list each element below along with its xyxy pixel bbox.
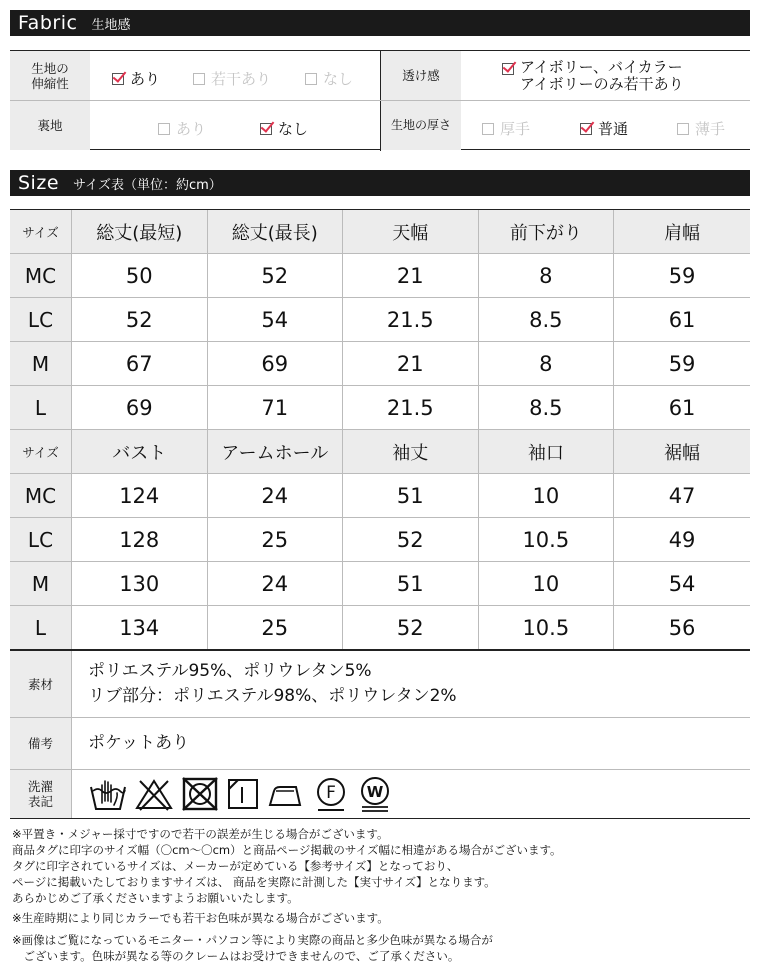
size-header-cell: 裾幅 <box>614 430 750 473</box>
material-line1: ポリエステル95%、ポリウレタン5% <box>88 661 372 681</box>
fabric-title: Fabric <box>18 12 78 34</box>
size-row <box>10 254 750 298</box>
size-value-cell: 49 <box>668 527 696 552</box>
wash-label-line2: 表記 <box>27 794 53 809</box>
size-value-cell: 67 <box>72 342 208 385</box>
size-value-cell: 10 <box>479 562 615 605</box>
svg-text:W: W <box>366 783 384 801</box>
svg-text:F: F <box>326 783 336 803</box>
size-value-cell: 69 <box>208 342 344 385</box>
size-value-cell: 8.5 <box>479 386 615 429</box>
hand-wash-icon <box>88 775 128 813</box>
fabric-row <box>10 51 750 101</box>
stretch-label-line2: 伸縮性 <box>31 75 69 91</box>
option-label: あり <box>130 70 161 88</box>
option-label: なし <box>278 120 309 138</box>
footnote-line: ございます。色味が異なる等のクレームはお受けできませんので、ご了承ください。 <box>12 949 460 963</box>
size-header-cell: 総丈(最短) <box>72 210 208 253</box>
size-value-cell: 8 <box>479 342 615 385</box>
footnote-line: ※画像はご覧になっているモニター・パソコン等により実際の商品と多少色味が異なる場合が <box>12 933 493 947</box>
sheer-text <box>520 59 684 93</box>
size-value-cell: 8.5 <box>479 298 615 341</box>
stretch-option-slight <box>193 68 271 89</box>
fabric-table <box>10 50 750 150</box>
size-header-row <box>10 430 750 474</box>
option-label: なし <box>323 70 354 88</box>
lining-label: 裏地 <box>10 101 90 150</box>
size-row <box>10 298 750 342</box>
remarks-value: ポケットあり <box>88 733 190 753</box>
remarks-label: 備考 <box>10 718 72 769</box>
size-value-cell: 134 <box>72 606 208 649</box>
size-value-cell: 51 <box>343 562 479 605</box>
stretch-label-line1: 生地の <box>31 60 69 76</box>
size-header-cell: 総丈(最長) <box>208 210 344 253</box>
fabric-row <box>10 101 750 151</box>
size-value-cell: 61 <box>668 395 696 420</box>
size-header-cell: 前下がり <box>479 210 615 253</box>
checkbox-empty-icon <box>305 73 317 85</box>
sheer-line1: アイボリー、バイカラー <box>520 58 683 76</box>
checkbox-empty-icon <box>677 123 689 135</box>
wash-label-line1: 洗濯 <box>27 779 53 794</box>
size-label-cell: LC <box>10 518 72 561</box>
size-value-cell: 71 <box>208 386 344 429</box>
checkbox-checked-icon <box>502 63 514 75</box>
size-row <box>10 606 750 650</box>
material-label: 素材 <box>10 651 72 717</box>
size-value-cell: 24 <box>208 562 344 605</box>
checkbox-checked-icon <box>112 73 124 85</box>
size-value-cell: 21.5 <box>343 386 479 429</box>
wash-label <box>10 770 72 818</box>
size-value-cell: 10 <box>479 474 615 517</box>
size-value-cell: 24 <box>208 474 344 517</box>
stretch-label <box>10 51 90 100</box>
footnote-line: 商品タグに印字のサイズ幅（〇cm〜〇cm）と商品ページ掲載のサイズ幅に相違がある場合がございます。 <box>12 843 562 857</box>
option-label: 薄手 <box>695 120 726 138</box>
line-dry-shade-icon <box>226 775 260 813</box>
lining-option-no <box>260 118 308 139</box>
size-value-cell: 130 <box>72 562 208 605</box>
checkbox-empty-icon <box>158 123 170 135</box>
size-row <box>10 474 750 518</box>
size-value-cell: 54 <box>668 571 696 596</box>
wash-row <box>10 770 750 818</box>
checkbox-empty-icon <box>193 73 205 85</box>
size-value-cell: 10.5 <box>479 518 615 561</box>
size-value-cell: 50 <box>72 254 208 297</box>
size-value-cell: 21.5 <box>343 298 479 341</box>
notes-table <box>10 650 750 819</box>
size-label-cell: M <box>10 562 72 605</box>
checkbox-checked-icon <box>260 123 272 135</box>
footnote-line: あらかじめご了承くださいますようお願いいたします。 <box>12 891 299 905</box>
lining-option-yes <box>158 118 206 139</box>
size-header-cell: アームホール <box>208 430 344 473</box>
material-row <box>10 650 750 718</box>
footnote-line: ※平置き・メジャー採寸ですので若干の誤差が生じる場合がございます。 <box>12 827 389 841</box>
size-subtitle: サイズ表（単位：約cm） <box>73 177 222 193</box>
footnotes <box>12 826 562 964</box>
material-line2: リブ部分：ポリエステル98%、ポリウレタン2% <box>88 686 457 706</box>
size-header-cell: 袖丈 <box>343 430 479 473</box>
size-value-cell: 51 <box>343 474 479 517</box>
size-value-cell: 54 <box>208 298 344 341</box>
footnote-line: タグに印字されているサイズは、メーカーが定めている【参考サイズ】となっており、 <box>12 859 459 873</box>
size-value-cell: 10.5 <box>479 606 615 649</box>
size-title: Size <box>18 172 60 194</box>
wash-icons <box>72 770 750 818</box>
size-value-cell: 21 <box>343 342 479 385</box>
size-row <box>10 518 750 562</box>
option-label: 普通 <box>598 120 629 138</box>
size-header-cell: 天幅 <box>343 210 479 253</box>
thickness-label: 生地の厚さ <box>381 101 461 150</box>
size-value-cell: 21 <box>343 254 479 297</box>
stretch-option-no <box>305 68 353 89</box>
size-value-cell: 52 <box>343 606 479 649</box>
size-value-cell: 128 <box>72 518 208 561</box>
material-value <box>72 651 750 717</box>
size-value-cell: 25 <box>208 606 344 649</box>
size-value-cell: 8 <box>479 254 615 297</box>
size-label-cell: LC <box>10 298 72 341</box>
size-header-cell: 肩幅 <box>614 210 750 253</box>
remarks-row <box>10 718 750 770</box>
size-label-cell: MC <box>10 474 72 517</box>
size-header-cell: バスト <box>72 430 208 473</box>
size-row <box>10 342 750 386</box>
option-label: 厚手 <box>500 120 531 138</box>
footnote-line: ※生産時期により同じカラーでも若干お色味が異なる場合がございます。 <box>12 911 389 925</box>
size-value-cell: 56 <box>668 615 696 640</box>
size-label-cell: L <box>10 386 72 429</box>
size-header-cell: 袖口 <box>479 430 615 473</box>
size-row <box>10 562 750 606</box>
size-value-cell: 47 <box>668 483 696 508</box>
thickness-option-thick <box>482 118 530 139</box>
size-value-cell: 52 <box>72 298 208 341</box>
sheer-line2: アイボリーのみ若干あり <box>520 75 684 93</box>
size-header-cell: サイズ <box>10 210 72 253</box>
iron-low-icon <box>266 775 306 813</box>
wet-clean-w-icon <box>356 775 394 813</box>
size-header-row <box>10 210 750 254</box>
thickness-option-thin <box>677 118 725 139</box>
size-value-cell: 59 <box>668 263 696 288</box>
option-label: あり <box>176 120 207 138</box>
no-tumble-dry-icon <box>180 775 220 813</box>
checkbox-checked-icon <box>580 123 592 135</box>
stretch-option-yes <box>112 68 160 89</box>
thickness-option-normal <box>580 118 628 139</box>
sheer-option <box>502 59 684 93</box>
option-label: 若干あり <box>211 70 272 88</box>
size-value-cell: 25 <box>208 518 344 561</box>
fabric-section-header <box>10 10 750 36</box>
size-label-cell: MC <box>10 254 72 297</box>
size-value-cell: 52 <box>343 518 479 561</box>
fabric-subtitle: 生地感 <box>91 17 131 33</box>
size-value-cell: 61 <box>668 307 696 332</box>
footnote-line: ページに掲載いたしておりますサイズは、 商品を実際に計測した【実寸サイズ】となります。 <box>12 875 496 889</box>
size-value-cell: 52 <box>208 254 344 297</box>
size-section-header <box>10 170 750 196</box>
dry-clean-f-icon <box>312 775 350 813</box>
no-bleach-icon <box>134 775 174 813</box>
sheer-label: 透け感 <box>381 51 461 100</box>
size-header-cell: サイズ <box>10 430 72 473</box>
size-label-cell: M <box>10 342 72 385</box>
size-label-cell: L <box>10 606 72 649</box>
size-table <box>10 209 750 650</box>
size-value-cell: 59 <box>668 351 696 376</box>
checkbox-empty-icon <box>482 123 494 135</box>
size-value-cell: 69 <box>72 386 208 429</box>
size-row <box>10 386 750 430</box>
size-value-cell: 124 <box>72 474 208 517</box>
